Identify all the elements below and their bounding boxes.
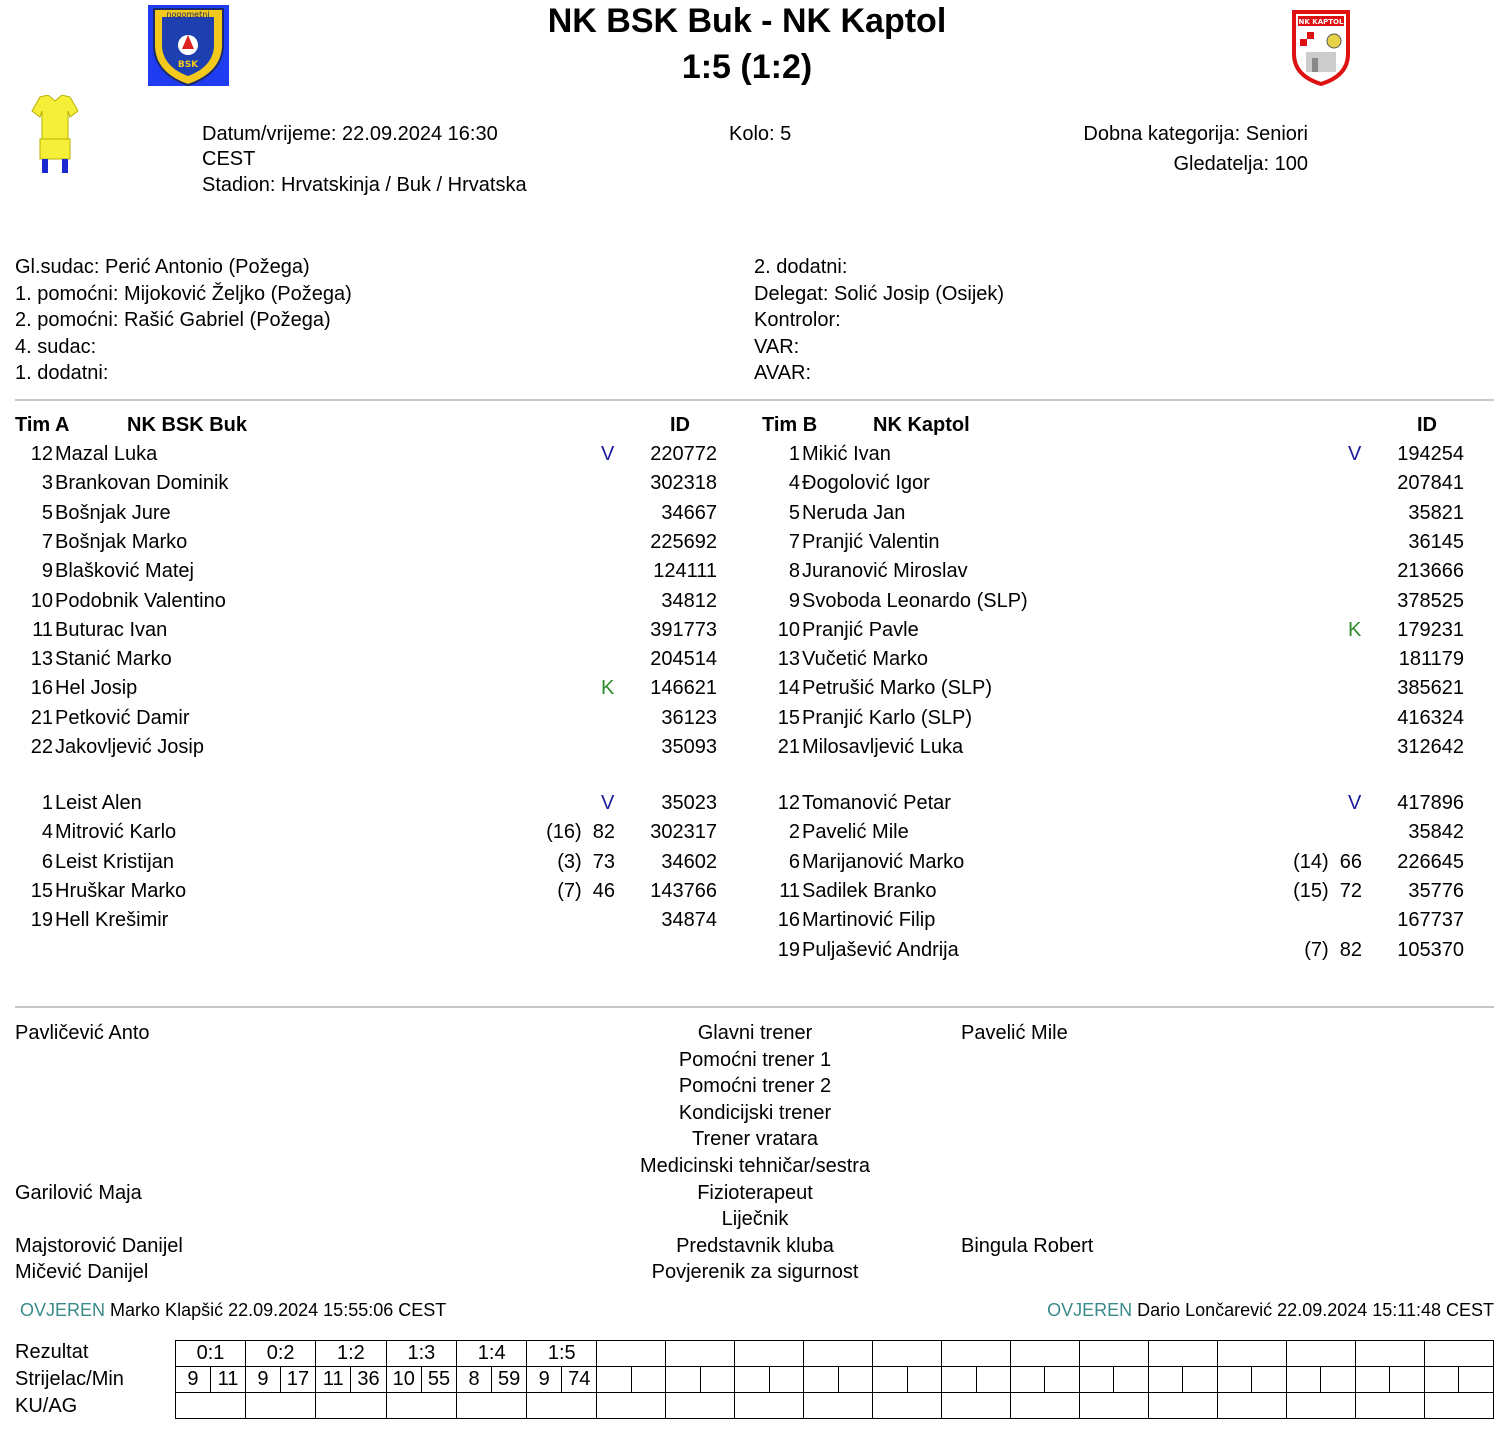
player-id: 35842 xyxy=(1408,821,1464,844)
result-cell xyxy=(597,1341,666,1367)
minute-cell xyxy=(907,1367,941,1393)
ku-ag-cell xyxy=(316,1393,386,1419)
staff-role: Pomoćni trener 2 xyxy=(678,1075,832,1098)
scorer-cell: 9 xyxy=(527,1367,562,1393)
player-name: Pranjić Pavle xyxy=(802,618,919,641)
player-id: 226645 xyxy=(1397,850,1464,873)
player-number: 9 xyxy=(41,560,53,583)
staff-role: Liječnik xyxy=(721,1208,789,1231)
result-cell: 1:5 xyxy=(527,1341,597,1367)
player-name: Milosavljević Luka xyxy=(802,736,964,758)
home-verification xyxy=(20,1300,446,1321)
minute-cell: 11 xyxy=(210,1367,245,1393)
ku-ag-cell xyxy=(1079,1393,1148,1419)
minute-cell: 36 xyxy=(351,1367,386,1393)
scorer-cell xyxy=(1148,1367,1182,1393)
player-number: 6 xyxy=(41,850,53,873)
verified-label: OVJEREN xyxy=(20,1300,106,1320)
scorer-cell xyxy=(666,1367,700,1393)
staff-role: Fizioterapeut xyxy=(697,1181,813,1204)
minute-cell xyxy=(1045,1367,1079,1393)
minute-cell: 55 xyxy=(421,1367,456,1393)
player-id: 378525 xyxy=(1397,589,1464,612)
match-stadium: Stadion: Hrvatskinja / Buk / Hrvatska xyxy=(202,174,527,196)
player-name: Mazal Luka xyxy=(55,443,158,465)
match-timezone: CEST xyxy=(202,148,256,170)
player-number: 19 xyxy=(30,909,53,932)
match-datetime: Datum/vrijeme: 22.09.2024 16:30 xyxy=(202,123,498,145)
result-cell xyxy=(666,1341,735,1367)
official-line: Kontrolor: xyxy=(754,309,841,331)
ku-ag-cell xyxy=(176,1393,246,1419)
ku-ag-cell xyxy=(1217,1393,1286,1419)
result-cell: 1:3 xyxy=(386,1341,457,1367)
result-cell xyxy=(873,1341,942,1367)
player-number: 12 xyxy=(777,792,800,814)
minute-cell xyxy=(700,1367,734,1393)
home-staff-name: Mičević Danijel xyxy=(15,1261,149,1284)
player-name: Buturac Ivan xyxy=(55,618,168,641)
minute-cell xyxy=(769,1367,803,1393)
staff-role: Predstavnik kluba xyxy=(676,1234,834,1257)
player-name: Stanić Marko xyxy=(55,648,172,671)
minute-cell xyxy=(631,1367,665,1393)
staff-role: Kondicijski trener xyxy=(678,1101,832,1124)
player-name: Petrušić Marko (SLP) xyxy=(802,677,993,700)
player-number: 10 xyxy=(777,618,800,641)
scorer-cell xyxy=(1217,1367,1251,1393)
result-cell: 1:2 xyxy=(316,1341,386,1367)
player-id: 143766 xyxy=(650,879,717,902)
ku-ag-cell xyxy=(457,1393,527,1419)
player-name: Tomanović Petar xyxy=(802,792,951,814)
staff-role: Pomoćni trener 1 xyxy=(678,1048,832,1071)
player-name: Bošnjak Marko xyxy=(55,530,188,553)
scorer-cell xyxy=(1424,1367,1458,1393)
minute-cell xyxy=(1390,1367,1424,1393)
attendance: Gledatelja: 100 xyxy=(1173,153,1308,175)
team-b-name: NK Kaptol xyxy=(873,414,970,436)
player-name: Svoboda Leonardo (SLP) xyxy=(802,589,1028,612)
player-name: Pavelić Mile xyxy=(802,821,909,844)
substitution-info: (3) 73 xyxy=(557,850,615,873)
away-staff-name: Bingula Robert xyxy=(961,1234,1094,1257)
result-cell xyxy=(804,1341,873,1367)
player-id: 36145 xyxy=(1408,530,1464,553)
player-name: Marijanović Marko xyxy=(802,850,965,873)
player-number: 21 xyxy=(777,736,800,758)
player-id: 179231 xyxy=(1397,618,1464,641)
player-number: 22 xyxy=(30,736,53,758)
scorer-cell xyxy=(873,1367,907,1393)
player-name: Brankovan Dominik xyxy=(55,472,229,495)
player-name: Mitrović Karlo xyxy=(55,821,177,844)
home-staff-name: Pavličević Anto xyxy=(15,1022,150,1044)
result-cell xyxy=(1355,1341,1424,1367)
result-cell xyxy=(1010,1341,1079,1367)
substitution-info: (14) 66 xyxy=(1293,850,1362,873)
player-number: 19 xyxy=(777,938,800,961)
ku-ag-cell xyxy=(527,1393,597,1419)
ku-ag-cell xyxy=(1424,1393,1493,1419)
player-number: 12 xyxy=(30,443,53,465)
match-title: NK BSK Buk - NK Kaptol xyxy=(547,2,947,40)
player-number: 5 xyxy=(788,501,800,524)
player-number: 11 xyxy=(32,618,53,641)
officials-right xyxy=(754,254,1004,387)
substitution-info: (16) 82 xyxy=(546,821,615,844)
player-name: Pranjić Karlo (SLP) xyxy=(802,706,973,729)
player-number: 6 xyxy=(788,850,800,873)
ku-ag-cell xyxy=(386,1393,457,1419)
minute-cell xyxy=(1459,1367,1494,1393)
player-number: 4 xyxy=(788,472,800,495)
ku-ag-cell xyxy=(1355,1393,1424,1419)
scorer-cell xyxy=(804,1367,838,1393)
home-kit-icon xyxy=(30,95,80,175)
ku-ag-cell xyxy=(804,1393,873,1419)
ku-ag-cell xyxy=(1286,1393,1355,1419)
player-id: 312642 xyxy=(1397,736,1464,758)
scorer-cell xyxy=(1010,1367,1044,1393)
minute-cell xyxy=(838,1367,872,1393)
svg-text:nogometni: nogometni xyxy=(166,10,210,19)
officials-left xyxy=(15,254,352,387)
team-a-name: NK BSK Buk xyxy=(127,414,248,436)
team-b-label: Tim B xyxy=(762,414,818,436)
player-number: 5 xyxy=(41,501,53,524)
scorer-cell: 9 xyxy=(176,1367,211,1393)
goalkeeper-mark: V xyxy=(1348,443,1362,465)
official-line: VAR: xyxy=(754,335,800,358)
minute-cell: 59 xyxy=(491,1367,526,1393)
result-cell xyxy=(735,1341,804,1367)
substitution-info: (7) 82 xyxy=(1304,938,1362,961)
player-number: 9 xyxy=(788,589,800,612)
player-id: 35776 xyxy=(1408,879,1464,902)
divider xyxy=(15,1006,1494,1008)
match-score: 1:5 (1:2) xyxy=(681,48,813,86)
substitution-info: (15) 72 xyxy=(1293,879,1362,902)
player-name: Juranović Miroslav xyxy=(802,560,968,583)
home-staff-name: Garilović Maja xyxy=(15,1181,142,1204)
result-cell xyxy=(942,1341,1011,1367)
player-name: Leist Alen xyxy=(55,792,142,814)
player-id: 34874 xyxy=(661,909,717,932)
official-line: Gl.sudac: Perić Antonio (Požega) xyxy=(15,256,310,278)
player-id: 124111 xyxy=(653,560,717,583)
result-cell: 0:2 xyxy=(246,1341,316,1367)
player-id: 194254 xyxy=(1397,443,1464,465)
player-name: Đogolović Igor xyxy=(802,472,930,495)
svg-text:NK KAPTOL: NK KAPTOL xyxy=(1298,18,1344,26)
scoreboard-label-ku-ag: KU/AG xyxy=(15,1395,78,1417)
staff-role: Medicinski tehničar/sestra xyxy=(639,1155,871,1177)
ku-ag-cell xyxy=(1010,1393,1079,1419)
player-number: 15 xyxy=(777,706,800,729)
minute-cell: 17 xyxy=(280,1367,315,1393)
player-id: 35093 xyxy=(661,736,717,758)
scoreboard-table xyxy=(175,1340,1494,1419)
player-id: 385621 xyxy=(1397,677,1464,700)
minute-cell xyxy=(1114,1367,1148,1393)
team-b-id-header: ID xyxy=(1417,414,1437,436)
player-number: 4 xyxy=(41,821,53,844)
player-name: Hruškar Marko xyxy=(55,879,187,902)
official-line: 4. sudac: xyxy=(15,335,97,358)
official-line: 1. pomoćni: Mijoković Željko (Požega) xyxy=(15,282,352,305)
divider xyxy=(15,399,1494,401)
staff-role: Trener vratara xyxy=(692,1128,818,1151)
player-name: Martinović Filip xyxy=(802,909,936,932)
result-cell xyxy=(1079,1341,1148,1367)
match-round: Kolo: 5 xyxy=(729,123,792,145)
ku-ag-cell xyxy=(1148,1393,1217,1419)
player-id: 167737 xyxy=(1397,909,1464,932)
player-number: 13 xyxy=(30,648,53,671)
official-line: AVAR: xyxy=(754,362,812,384)
verified-by: Dario Lončarević 22.09.2024 15:11:48 CEST xyxy=(1137,1300,1494,1320)
player-number: 7 xyxy=(41,530,53,553)
player-name: Bošnjak Jure xyxy=(55,501,171,524)
player-name: Petković Damir xyxy=(55,706,190,729)
player-name: Neruda Jan xyxy=(802,501,906,524)
goalkeeper-mark: V xyxy=(1348,792,1362,814)
player-id: 204514 xyxy=(650,648,717,671)
player-number: 16 xyxy=(30,677,53,700)
player-id: 181179 xyxy=(1398,648,1464,671)
result-cell xyxy=(1217,1341,1286,1367)
player-id: 207841 xyxy=(1397,472,1464,495)
minute-cell: 74 xyxy=(562,1367,597,1393)
player-name: Blašković Matej xyxy=(55,560,194,583)
player-number: 1 xyxy=(41,792,53,814)
away-staff-name: Pavelić Mile xyxy=(961,1022,1068,1044)
player-id: 220772 xyxy=(650,443,717,465)
player-id: 34812 xyxy=(661,589,717,612)
player-id: 35821 xyxy=(1408,501,1464,524)
player-number: 3 xyxy=(41,472,53,495)
ku-ag-cell xyxy=(873,1393,942,1419)
scorer-cell xyxy=(942,1367,976,1393)
player-number: 13 xyxy=(777,648,800,671)
player-name: Puljašević Andrija xyxy=(802,938,959,961)
player-id: 105370 xyxy=(1397,938,1464,961)
age-category: Dobna kategorija: Seniori xyxy=(1083,123,1308,145)
home-club-logo xyxy=(148,5,229,86)
player-number: 1 xyxy=(788,443,800,465)
minute-cell xyxy=(1252,1367,1286,1393)
official-line: 2. dodatni: xyxy=(754,256,848,278)
player-id: 213666 xyxy=(1397,560,1464,583)
player-id: 391773 xyxy=(650,618,717,641)
scorer-cell xyxy=(1286,1367,1320,1393)
player-id: 417896 xyxy=(1397,792,1464,814)
player-number: 10 xyxy=(30,589,53,612)
player-number: 8 xyxy=(788,560,800,583)
away-club-logo xyxy=(1290,8,1352,86)
captain-mark: K xyxy=(1348,618,1362,641)
ku-ag-cell xyxy=(666,1393,735,1419)
scorer-cell xyxy=(735,1367,769,1393)
player-number: 7 xyxy=(788,530,800,553)
player-name: Mikić Ivan xyxy=(802,443,891,465)
scorer-cell: 9 xyxy=(246,1367,281,1393)
staff-role: Glavni trener xyxy=(697,1022,813,1044)
scoreboard-label-scorer: Strijelac/Min xyxy=(15,1368,124,1390)
staff-role: Povjerenik za sigurnost xyxy=(651,1261,859,1284)
team-a-label: Tim A xyxy=(15,414,70,436)
player-name: Sadilek Branko xyxy=(802,879,937,902)
captain-mark: K xyxy=(601,677,615,700)
goalkeeper-mark: V xyxy=(601,443,615,465)
player-id: 36123 xyxy=(661,706,717,729)
minute-cell xyxy=(1321,1367,1355,1393)
result-cell: 0:1 xyxy=(176,1341,246,1367)
minute-cell xyxy=(976,1367,1010,1393)
result-cell xyxy=(1424,1341,1493,1367)
scorer-cell: 11 xyxy=(316,1367,351,1393)
player-name: Pranjić Valentin xyxy=(802,530,940,553)
player-id: 416324 xyxy=(1397,706,1464,729)
player-number: 14 xyxy=(777,677,800,700)
player-number: 16 xyxy=(777,909,800,932)
substitution-info: (7) 46 xyxy=(557,879,615,902)
player-id: 34602 xyxy=(661,850,717,873)
minute-cell xyxy=(1183,1367,1217,1393)
verified-by: Marko Klapšić 22.09.2024 15:55:06 CEST xyxy=(110,1300,447,1320)
scorer-cell xyxy=(1079,1367,1113,1393)
scorer-cell xyxy=(597,1367,631,1393)
result-cell xyxy=(1286,1341,1355,1367)
team-a-id-header: ID xyxy=(670,414,690,436)
scorer-cell xyxy=(1355,1367,1389,1393)
player-id: 302317 xyxy=(650,821,717,844)
ku-ag-cell xyxy=(246,1393,316,1419)
player-number: 21 xyxy=(30,706,53,729)
away-verification xyxy=(1047,1300,1494,1321)
official-line: 1. dodatni: xyxy=(15,362,109,384)
player-number: 15 xyxy=(30,879,53,902)
scorer-cell: 8 xyxy=(457,1367,492,1393)
player-number: 2 xyxy=(788,821,800,844)
ku-ag-cell xyxy=(597,1393,666,1419)
goalkeeper-mark: V xyxy=(601,792,615,814)
player-id: 146621 xyxy=(650,677,717,700)
player-id: 225692 xyxy=(650,530,717,553)
player-name: Leist Kristijan xyxy=(55,850,174,873)
ku-ag-cell xyxy=(735,1393,804,1419)
official-line: Delegat: Solić Josip (Osijek) xyxy=(754,282,1005,305)
player-number: 11 xyxy=(779,879,800,902)
scorer-cell: 10 xyxy=(386,1367,421,1393)
verified-label: OVJEREN xyxy=(1047,1300,1133,1320)
player-name: Podobnik Valentino xyxy=(55,589,226,612)
player-name: Jakovljević Josip xyxy=(55,736,204,758)
player-name: Hel Josip xyxy=(55,677,138,700)
scoreboard-label-result: Rezultat xyxy=(15,1341,89,1363)
official-line: 2. pomoćni: Rašić Gabriel (Požega) xyxy=(15,309,331,331)
player-name: Vučetić Marko xyxy=(802,648,928,671)
result-cell: 1:4 xyxy=(457,1341,527,1367)
player-id: 35023 xyxy=(661,792,717,814)
player-id: 34667 xyxy=(661,501,717,524)
ku-ag-cell xyxy=(942,1393,1011,1419)
svg-text:BSK: BSK xyxy=(177,60,199,70)
player-id: 302318 xyxy=(650,472,717,495)
result-cell xyxy=(1148,1341,1217,1367)
player-name: Hell Krešimir xyxy=(55,909,169,932)
home-staff-name: Majstorović Danijel xyxy=(15,1234,183,1257)
